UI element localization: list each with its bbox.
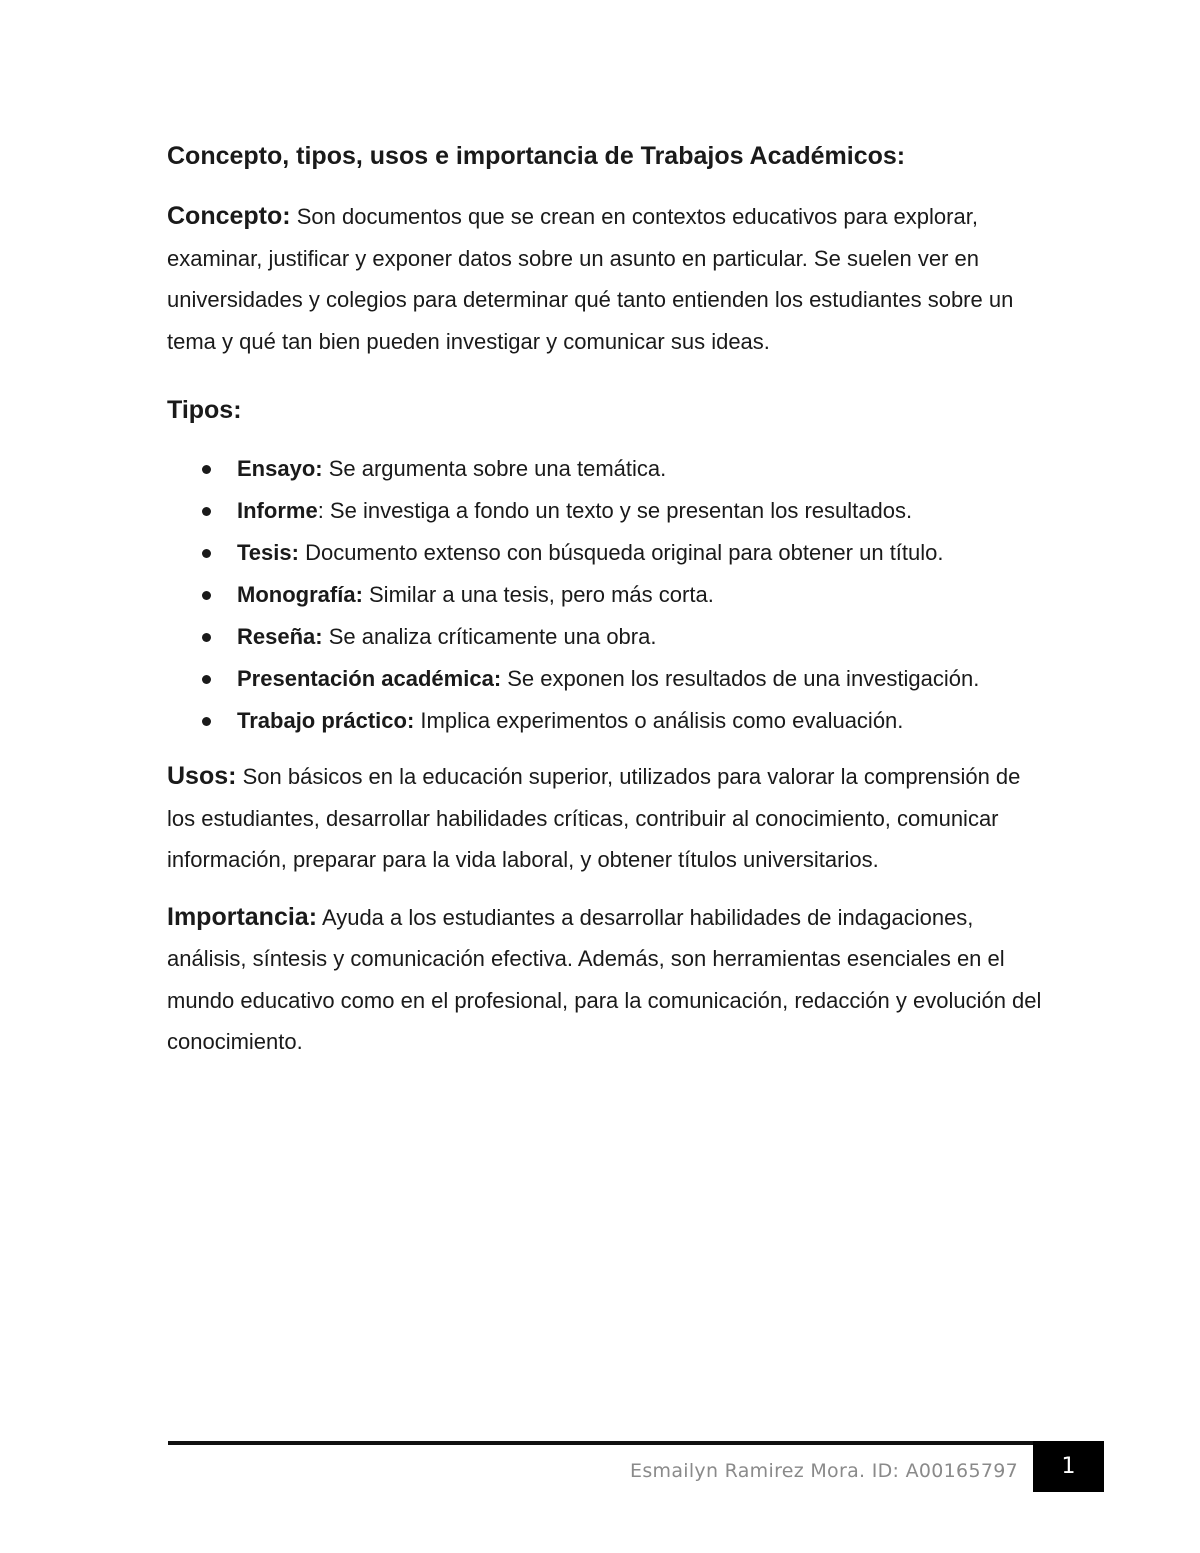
list-item-text: Se analiza críticamente una obra.	[322, 624, 657, 649]
list-item-text: Similar a una tesis, pero más corta.	[362, 582, 714, 607]
list-item	[167, 532, 1047, 574]
list-item-separator: :	[493, 666, 502, 691]
bullet-icon	[202, 465, 211, 474]
importancia-text: Ayuda a los estudiantes a desarrollar habilidades de indagaciones, análisis, síntesis y comunicación efectiva. Además, son herramientas esenciales en el mundo educativo como en el profesional, para la comunicación, redacción y evolución del conocimiento.	[167, 904, 1042, 1054]
list-item-separator: :	[317, 498, 324, 523]
list-item-text: Se exponen los resultados de una investigación.	[501, 666, 980, 691]
list-item-separator: :	[315, 624, 323, 649]
list-item-term: Ensayo	[237, 456, 316, 481]
usos-label: Usos:	[167, 762, 237, 790]
bullet-icon	[202, 591, 211, 600]
bullet-icon	[202, 717, 211, 726]
list-item-term: Reseña	[237, 624, 316, 649]
bullet-icon	[202, 549, 211, 558]
list-item-term: Informe	[237, 498, 318, 523]
footer-author: Esmailyn Ramirez Mora. ID: A00165797	[630, 1460, 1018, 1482]
list-item-text: Implica experimentos o análisis como evaluación.	[414, 708, 904, 733]
tipos-list	[167, 448, 1047, 742]
list-item-term: Monografía	[237, 582, 356, 607]
list-item	[167, 574, 1047, 616]
page-number: 1	[1033, 1441, 1104, 1492]
list-item	[167, 700, 1047, 742]
tipos-heading: Tipos:	[167, 396, 242, 424]
footer-divider	[168, 1441, 1034, 1445]
list-item-text: Se investiga a fondo un texto y se presentan los resultados.	[323, 498, 913, 523]
usos-paragraph	[167, 756, 1047, 881]
concepto-text: Son documentos que se crean en contextos educativos para explorar, examinar, justificar y exponer datos sobre un asunto en particular. Se suelen ver en universidades y colegios para determinar qué tanto entienden los estudiantes sobre un tema y qué tan bien pueden investigar y comunicar sus ideas.	[167, 204, 1014, 354]
list-item-term: Presentación académica	[237, 666, 494, 691]
bullet-icon	[202, 675, 211, 684]
concepto-label: Concepto:	[167, 202, 291, 230]
concepto-paragraph	[167, 196, 1047, 362]
list-item-term: Trabajo práctico	[237, 708, 407, 733]
list-item-separator: :	[406, 708, 415, 733]
list-item-text: Se argumenta sobre una temática.	[322, 456, 667, 481]
list-item	[167, 658, 1047, 700]
list-item-separator: :	[315, 456, 323, 481]
list-item	[167, 490, 1047, 532]
bullet-icon	[202, 507, 211, 516]
list-item-term: Tesis	[237, 540, 292, 565]
importancia-label: Importancia:	[167, 902, 318, 931]
bullet-icon	[202, 633, 211, 642]
importancia-paragraph	[167, 897, 1047, 1063]
list-item-separator: :	[291, 540, 299, 565]
document-body	[167, 138, 1047, 1063]
list-item	[167, 448, 1047, 490]
list-item-separator: :	[355, 582, 363, 607]
document-title: Concepto, tipos, usos e importancia de Trabajos Académicos:	[167, 142, 906, 170]
list-item	[167, 616, 1047, 658]
usos-text: Son básicos en la educación superior, utilizados para valorar la comprensión de los estudiantes, desarrollar habilidades críticas, contribuir al conocimiento, comunicar información, preparar para la vida laboral, y obtener títulos universitarios.	[167, 764, 1021, 872]
list-item-text: Documento extenso con búsqueda original para obtener un título.	[298, 540, 944, 565]
